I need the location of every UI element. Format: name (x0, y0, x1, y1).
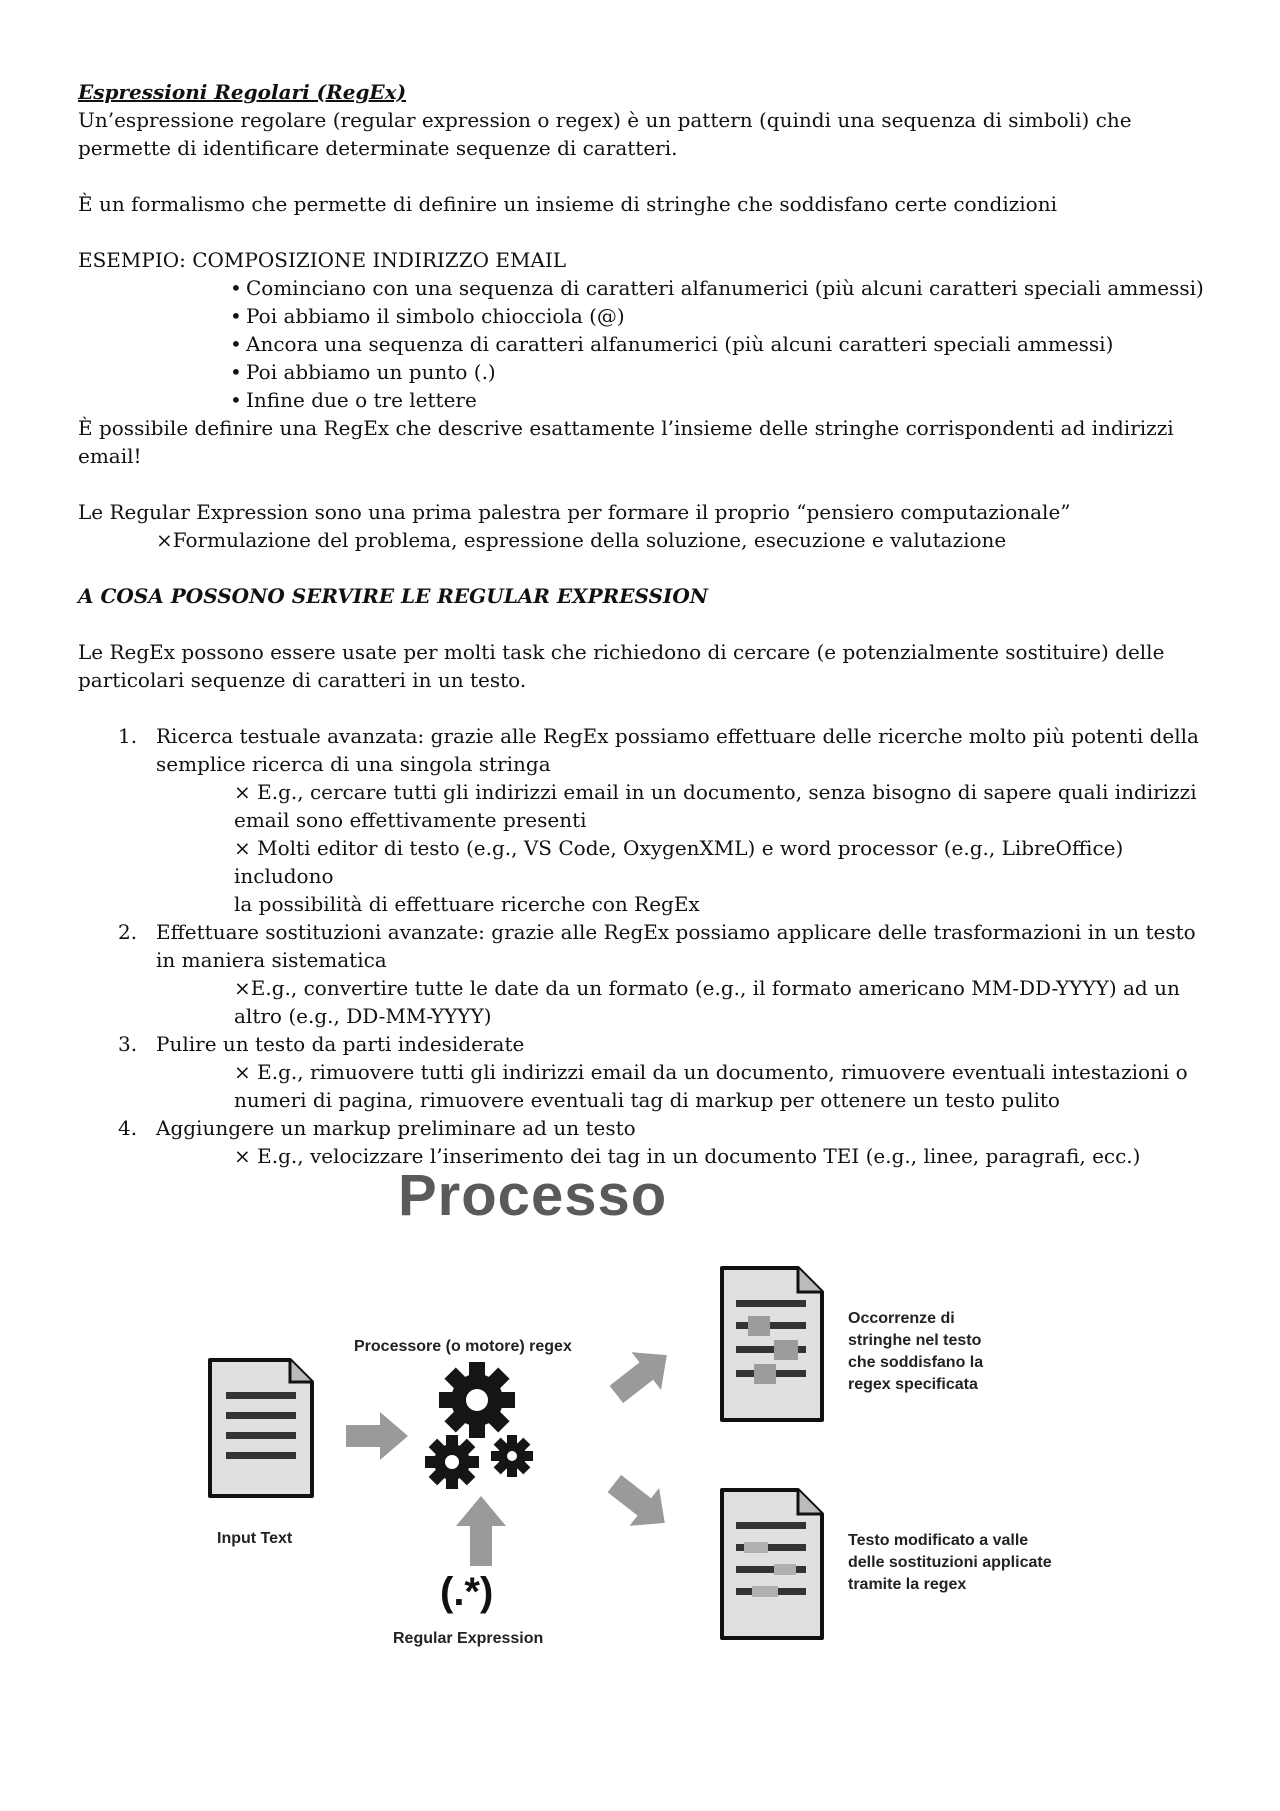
usage-paragraph: particolari sequenze di caratteri in un testo. (78, 668, 527, 692)
example-bullet-list (78, 274, 1208, 414)
use-line: in maniera sistematica (156, 948, 387, 972)
use-example-line: ×E.g., convertire tutte le date da un formato (e.g., il formato americano MM-DD-YYYY) ad un (234, 976, 1180, 1000)
intro-line: Un’espressione regolare (regular expression o regex) è un pattern (quindi una sequenza di simboli) che (78, 108, 1132, 132)
highlighted-document-icon (722, 1268, 822, 1420)
arrow-icon (600, 1465, 680, 1542)
output-occurrences-label: Occorrenze di stringhe nel testo che soddisfano la regex specificata (848, 1310, 984, 1393)
modified-document-icon (722, 1490, 822, 1638)
use-example-line: altro (e.g., DD-MM-YYYY) (234, 1004, 492, 1028)
example-heading: ESEMPIO: COMPOSIZIONE INDIRIZZO EMAIL (78, 248, 567, 272)
use-number: 2. (118, 920, 138, 944)
use-item (78, 918, 1208, 1030)
use-example-line: × E.g., velocizzare l’inserimento dei tag in un documento TEI (e.g., linee, paragrafi, ecc.) (234, 1144, 1141, 1168)
use-example-line: × E.g., cercare tutti gli indirizzi email in un documento, senza bisogno di sapere quali indirizzi (234, 780, 1197, 804)
use-example-line: email sono effettivamente presenti (234, 808, 587, 832)
use-example-line: × E.g., rimuovere tutti gli indirizzi email da un documento, rimuovere eventuali intestazioni o (234, 1060, 1188, 1084)
computational-thinking-paragraph: Le Regular Expression sono una prima palestra per formare il proprio “pensiero computazionale” (78, 500, 1071, 524)
use-item (78, 722, 1208, 918)
use-item (78, 1030, 1208, 1114)
bullet-item: • Poi abbiamo il simbolo chiocciola (@) (230, 302, 1208, 330)
gears-icon (425, 1362, 533, 1489)
use-line: Effettuare sostituzioni avanzate: grazie alle RegEx possiamo applicare delle trasformazioni in un testo (156, 920, 1196, 944)
uses-list (78, 722, 1208, 1170)
use-example-line: la possibilità di effettuare ricerche con RegEx (234, 892, 700, 916)
document-title: Espressioni Regolari (RegEx) (78, 80, 407, 104)
email-regex-paragraph: È possibile definire una RegEx che descrive esattamente l’insieme delle stringhe corrispondenti ad indirizzi (78, 416, 1174, 440)
use-line: Pulire un testo da parti indesiderate (156, 1032, 525, 1056)
document-icon (210, 1360, 312, 1496)
process-diagram (0, 1150, 1280, 1710)
formalism-paragraph: È un formalismo che permette di definire un insieme di stringhe che soddisfano certe condizioni (78, 192, 1057, 216)
bullet-item: • Poi abbiamo un punto (.) (230, 358, 1208, 386)
computational-thinking-sub: ×Formulazione del problema, espressione della soluzione, esecuzione e valutazione (156, 528, 1007, 552)
document-body (78, 78, 1208, 1170)
output-modified-label: Testo modificato a valle delle sostituzioni applicate tramite la regex (848, 1532, 1052, 1593)
intro-line: permette di identificare determinate sequenze di caratteri. (78, 136, 678, 160)
arrow-icon (602, 1336, 682, 1413)
regex-symbol: (.*) (440, 1570, 494, 1614)
regex-label: Regular Expression (393, 1630, 544, 1647)
arrow-icon (346, 1412, 408, 1460)
arrow-icon (456, 1496, 506, 1566)
use-line: Ricerca testuale avanzata: grazie alle RegEx possiamo effettuare delle ricerche molto più potenti della (156, 724, 1199, 748)
email-regex-paragraph: email! (78, 444, 142, 468)
use-number: 4. (118, 1116, 138, 1140)
use-example-line: numeri di pagina, rimuovere eventuali tag di markup per ottenere un testo pulito (234, 1088, 1060, 1112)
diagram-title: Processo (398, 1163, 668, 1228)
use-number: 1. (118, 724, 138, 748)
usage-paragraph: Le RegEx possono essere usate per molti task che richiedono di cercare (e potenzialmente sostituire) delle (78, 640, 1165, 664)
bullet-item: • Infine due o tre lettere (230, 386, 1208, 414)
input-text-label: Input Text (217, 1530, 293, 1547)
use-example-line: × Molti editor di testo (e.g., VS Code, OxygenXML) e word processor (e.g., LibreOffice) includono (234, 836, 1124, 888)
bullet-item: • Cominciano con una sequenza di caratteri alfanumerici (più alcuni caratteri speciali ammessi) (230, 274, 1208, 302)
use-number: 3. (118, 1032, 138, 1056)
diagram-graphics (0, 1150, 1280, 1710)
processor-label: Processore (o motore) regex (354, 1338, 572, 1355)
section-title: A COSA POSSONO SERVIRE LE REGULAR EXPRESSION (78, 584, 709, 608)
use-line: Aggiungere un markup preliminare ad un testo (156, 1116, 636, 1140)
bullet-item: • Ancora una sequenza di caratteri alfanumerici (più alcuni caratteri speciali ammessi) (230, 330, 1208, 358)
use-line: semplice ricerca di una singola stringa (156, 752, 551, 776)
